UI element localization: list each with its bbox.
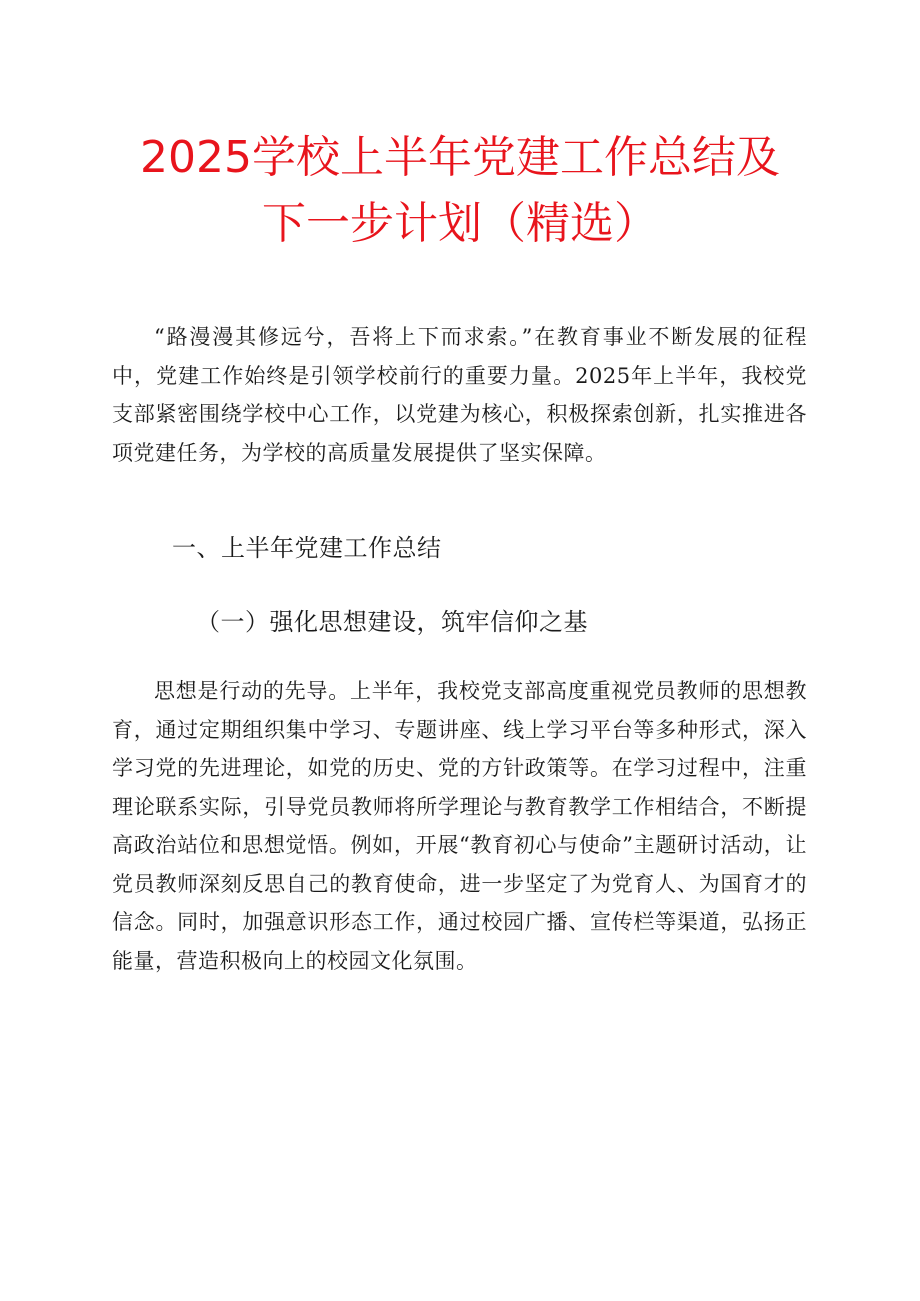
section-1-heading: 一、上半年党建工作总结 [172, 534, 442, 562]
subsection-1-heading: （一）强化思想建设，筑牢信仰之基 [196, 608, 588, 636]
subsection-1-paragraph: 思想是行动的先导。上半年，我校党支部高度重视党员教师的思想教育，通过定期组织集中学习、专题讲座、线上学习平台等多种形式，深入学习党的先进理论，如党的历史、党的方针政策等。在学习过程中，注重理论联系实际，引导党员教师将所学理论与教育教学工作相结合，不断提高政治站位和思想觉悟。例如，开展“教育初心与使命”主题研讨活动，让党员教师深刻反思自己的教育使命，进一步坚定了为党育人、为国育才的信念。同时，加强意识形态工作，通过校园广播、宣传栏等渠道，弘扬正能量，营造积极向上的校园文化氛围。 [112, 679, 807, 973]
intro-paragraph: “路漫漫其修远兮，吾将上下而求索。”在教育事业不断发展的征程中，党建工作始终是引领学校前行的重要力量。2025年上半年，我校党支部紧密围绕学校中心工作，以党建为核心，积极探索创新，扎实推进各项党建任务，为学校的高质量发展提供了坚实保障。 [112, 325, 807, 465]
document-title-line-1: 2025学校上半年党建工作总结及 [140, 132, 780, 183]
document-title-line-2: 下一步计划（精选） [262, 198, 658, 249]
